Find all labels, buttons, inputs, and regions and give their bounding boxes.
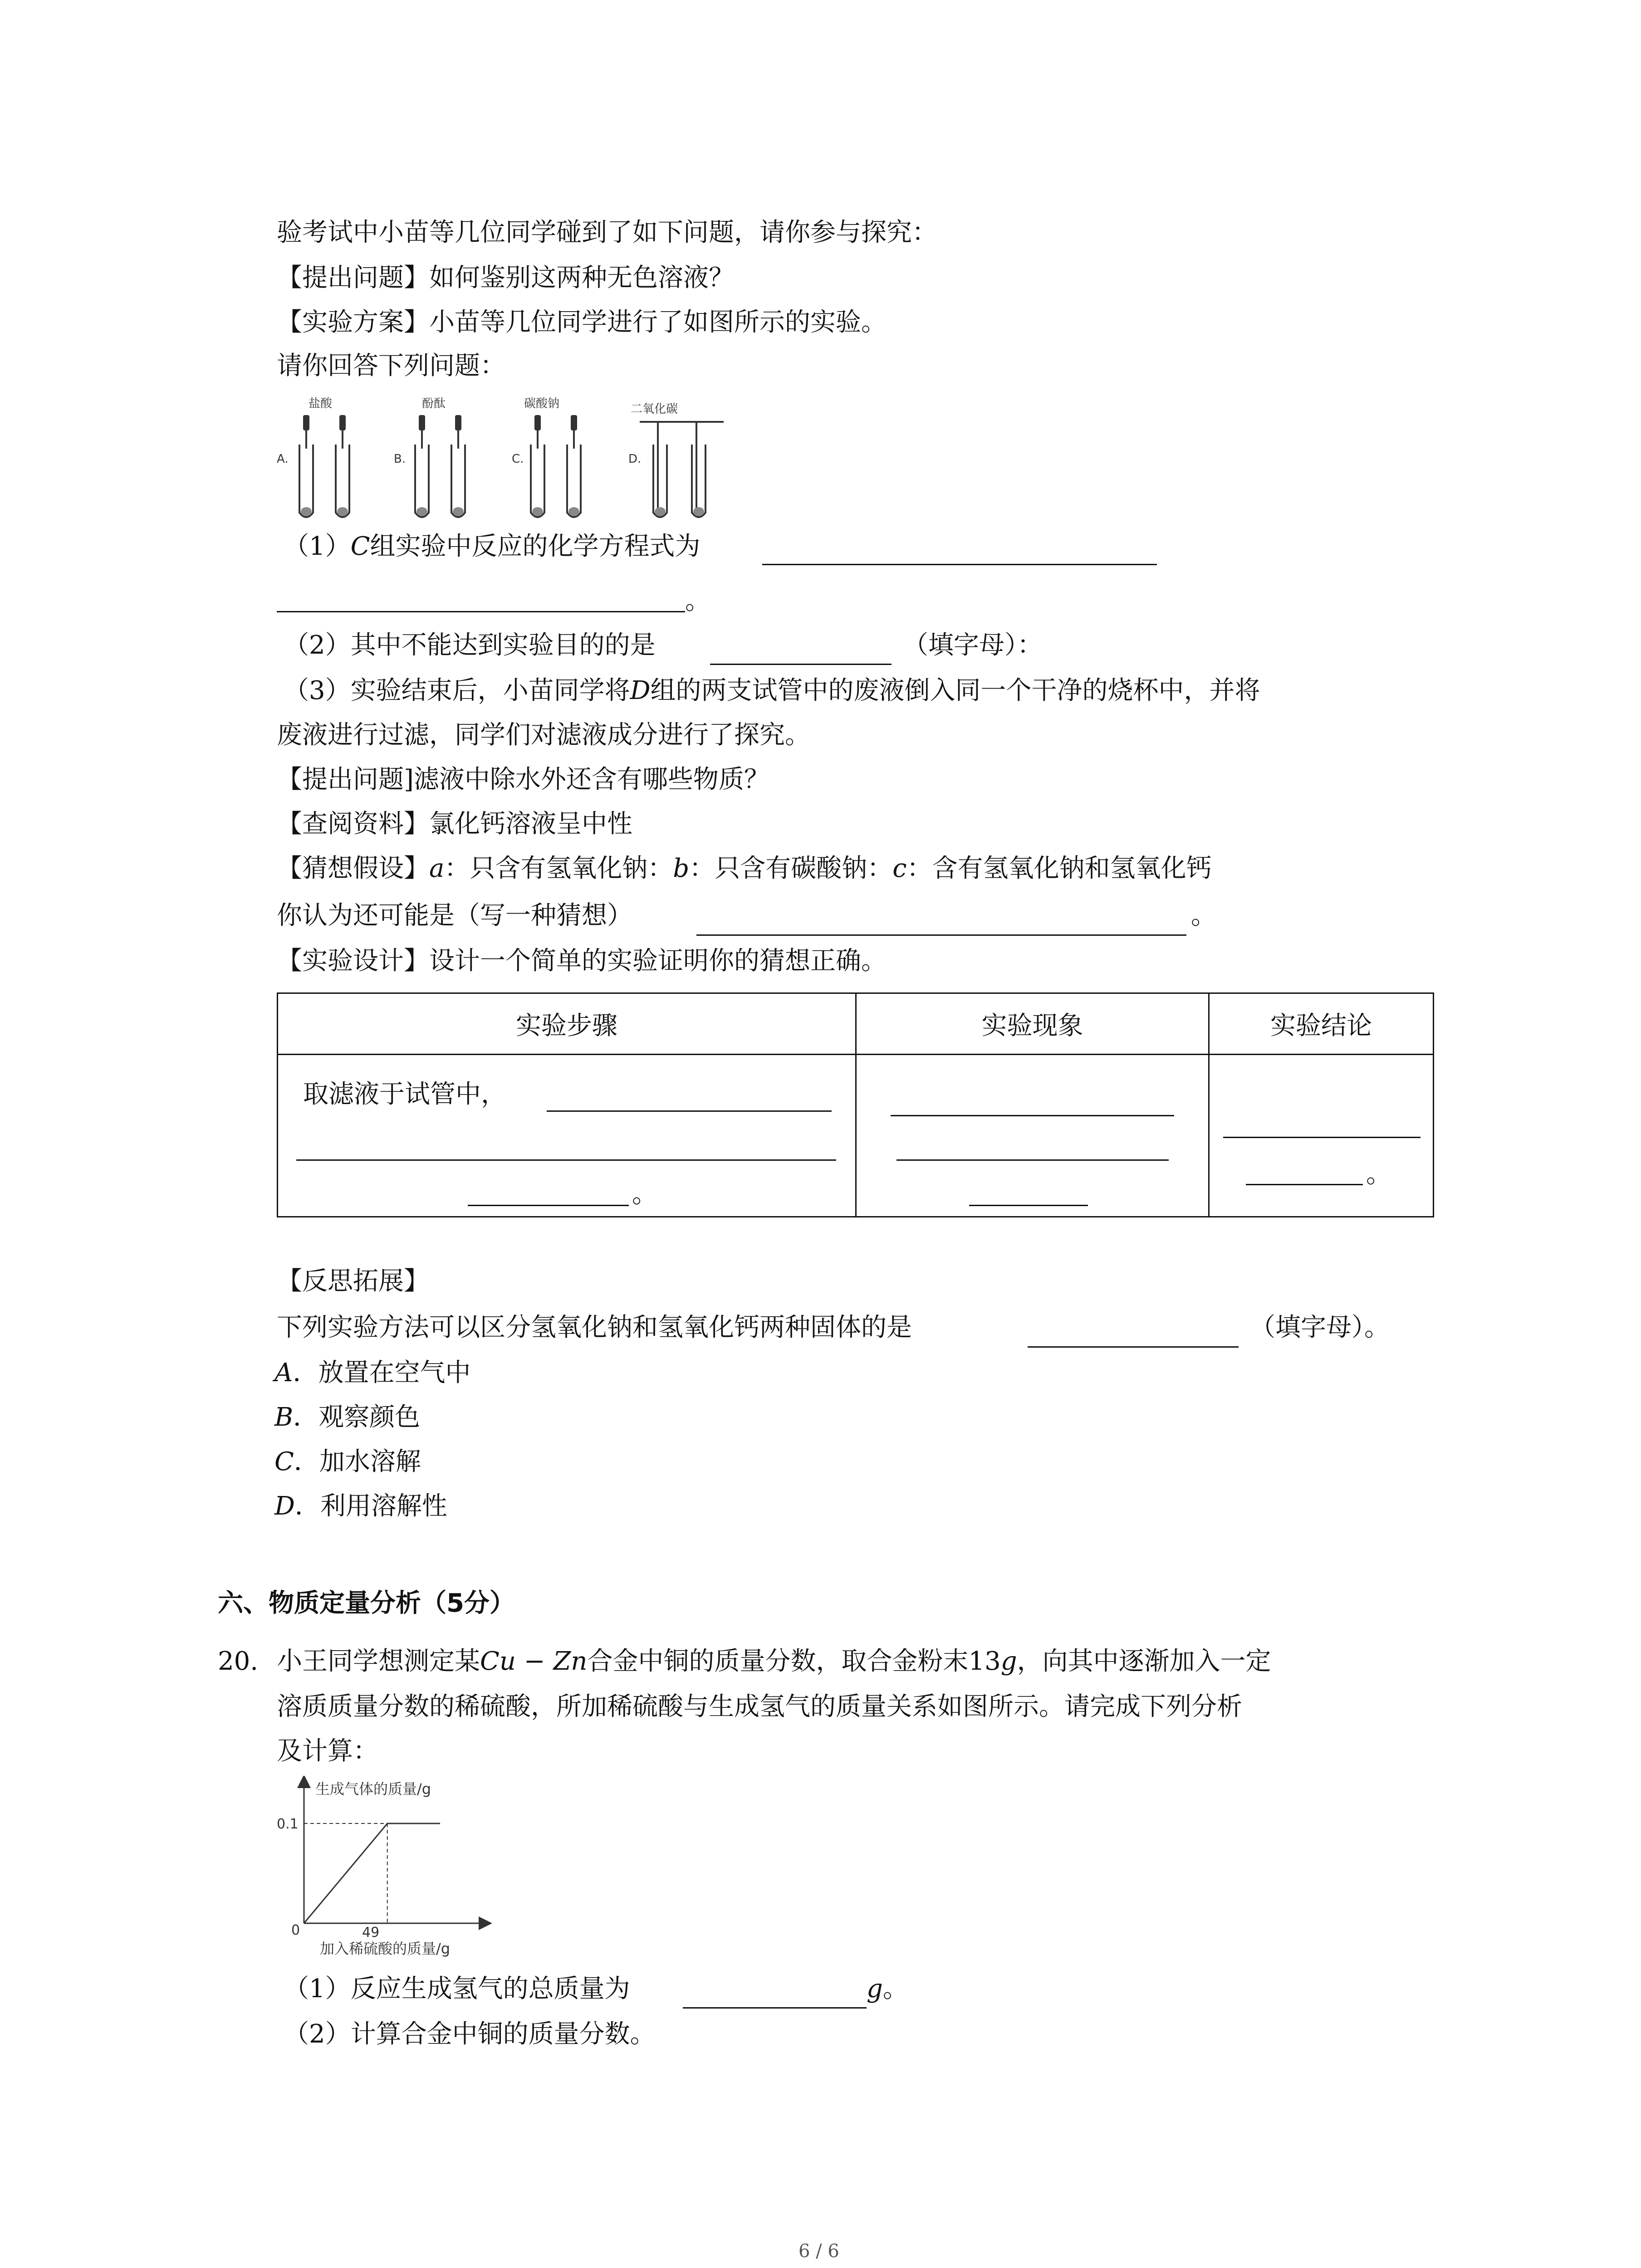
droppers (303, 415, 577, 449)
reagent-label-d: 二氧化碳 (631, 402, 678, 416)
reflection-suffix: （填字母）。 (1250, 1313, 1390, 1342)
reflection-title: 【反思拓展】 (277, 1266, 429, 1296)
tube-label-b: B. (394, 452, 406, 466)
question-3-continued: 废液进行过滤，同学们对滤液成分进行了探究。 (277, 720, 810, 750)
y-axis-label: 生成气体的质量/g (315, 1780, 431, 1798)
guess-period: 。 (1191, 901, 1216, 930)
x-axis-label: 加入稀硫酸的质量/g (320, 1940, 451, 1957)
experiment-table (277, 992, 1434, 1217)
test-tubes (299, 422, 724, 517)
reagent-label-a: 盐酸 (309, 397, 333, 411)
conclusion-blank-2[interactable] (1246, 1184, 1363, 1185)
header-conclusion: 实验结论 (1209, 993, 1434, 1055)
tube-liquids (301, 507, 704, 516)
tube-label-c: C. (512, 452, 524, 466)
tube-label-a: A. (277, 452, 289, 466)
reagent-label-b: 酚酞 (422, 397, 446, 411)
question-2-suffix: （填字母）： (903, 631, 1043, 660)
tube-label-d: D. (628, 452, 642, 466)
cell-conclusion (1209, 1055, 1434, 1217)
page-number: 6 / 6 (798, 2241, 839, 2262)
question-20-part-2: （2）计算合金中铜的质量分数。 (284, 2019, 656, 2049)
cell-phenomenon (856, 1055, 1209, 1217)
question-20-number: 20. (218, 1647, 259, 1676)
q20-answer-blank[interactable] (683, 2007, 867, 2009)
series-line (304, 1823, 440, 1923)
option-b: B．观察颜色 (274, 1403, 421, 1432)
experiment-plan: 【实验方案】小苗等几位同学进行了如图所示的实验。 (277, 308, 887, 337)
q1-period: 。 (685, 586, 710, 616)
hydrogen-mass-chart (272, 1776, 508, 1957)
x-tick-label: 49 (362, 1925, 380, 1941)
guess-answer-blank[interactable] (696, 934, 1186, 936)
phenomenon-blank-1[interactable] (891, 1115, 1174, 1116)
header-steps: 实验步骤 (278, 993, 856, 1055)
lookup-info: 【查阅资料】氯化钙溶液呈中性 (277, 809, 632, 839)
question-3: （3）实验结束后，小苗同学将D组的两支试管中的废液倒入同一个干净的烧杯中，并将 (284, 676, 1260, 705)
phenomenon-blank-3[interactable] (969, 1205, 1088, 1206)
option-c: C．加水溶解 (274, 1447, 421, 1476)
option-a: A．放置在空气中 (274, 1358, 471, 1388)
header-phenomenon: 实验现象 (856, 993, 1209, 1055)
origin-label: 0 (291, 1922, 300, 1938)
step-blank-3[interactable] (468, 1205, 629, 1206)
q1-answer-blank-2[interactable] (277, 611, 685, 612)
hypothesis: 【猜想假设】a：只含有氢氧化钠：b：只含有碳酸钠：c：含有氢氧化钠和氢氧化钙 (277, 854, 1212, 883)
question-2: （2）其中不能达到实验目的的是 (284, 631, 656, 660)
cell-steps (278, 1055, 856, 1217)
q2-answer-blank[interactable] (710, 664, 892, 665)
question-20-unit: g。 (867, 1974, 908, 2004)
reagent-label-c: 碳酸钠 (524, 397, 560, 411)
step-text: 取滤液于试管中， (303, 1080, 506, 1109)
conclusion-blank-1[interactable] (1223, 1137, 1421, 1138)
reflection-answer-blank[interactable] (1028, 1346, 1239, 1348)
step-blank-1[interactable] (547, 1110, 832, 1112)
step-period: 。 (632, 1179, 657, 1209)
question-20-part-1: （1）反应生成氢气的总质量为 (284, 1974, 630, 2004)
conclusion-period: 。 (1366, 1159, 1391, 1189)
step-blank-2[interactable] (296, 1159, 836, 1161)
reflection-question: 下列实验方法可以区分氢氧化钠和氢氧化钙两种固体的是 (277, 1313, 912, 1342)
phenomenon-blank-2[interactable] (896, 1159, 1169, 1161)
experiment-design: 【实验设计】设计一个简单的实验证明你的猜想正确。 (277, 946, 887, 976)
question-20-line-3: 及计算： (277, 1736, 378, 1766)
intro-line: 验考试中小苗等几位同学碰到了如下问题，请你参与探究： (277, 218, 937, 247)
question-raise: 【提出问题】如何鉴别这两种无色溶液？ (277, 263, 734, 293)
q1-answer-blank-1[interactable] (762, 564, 1157, 565)
question-20-line-2: 溶质质量分数的稀硫酸，所加稀硫酸与生成氢气的质量关系如图所示。请完成下列分析 (277, 1692, 1242, 1721)
question-1: （1）C组实验中反应的化学方程式为 (284, 532, 700, 561)
y-tick-label: 0.1 (277, 1816, 299, 1832)
section-6-heading: 六、物质定量分析（5分） (218, 1589, 515, 1618)
hypothesis-your-guess: 你认为还可能是（写一种猜想） (277, 901, 632, 930)
option-d: D．利用溶解性 (274, 1491, 447, 1521)
question-20-line-1: 小王同学想测定某Cu − Zn合金中铜的质量分数，取合金粉末13g，向其中逐渐加入一定 (277, 1647, 1271, 1676)
test-tube-figure (277, 395, 749, 531)
answer-prompt: 请你回答下列问题： (277, 351, 505, 381)
question-raise-2: 【提出问题]滤液中除水外还含有哪些物质？ (277, 765, 769, 794)
